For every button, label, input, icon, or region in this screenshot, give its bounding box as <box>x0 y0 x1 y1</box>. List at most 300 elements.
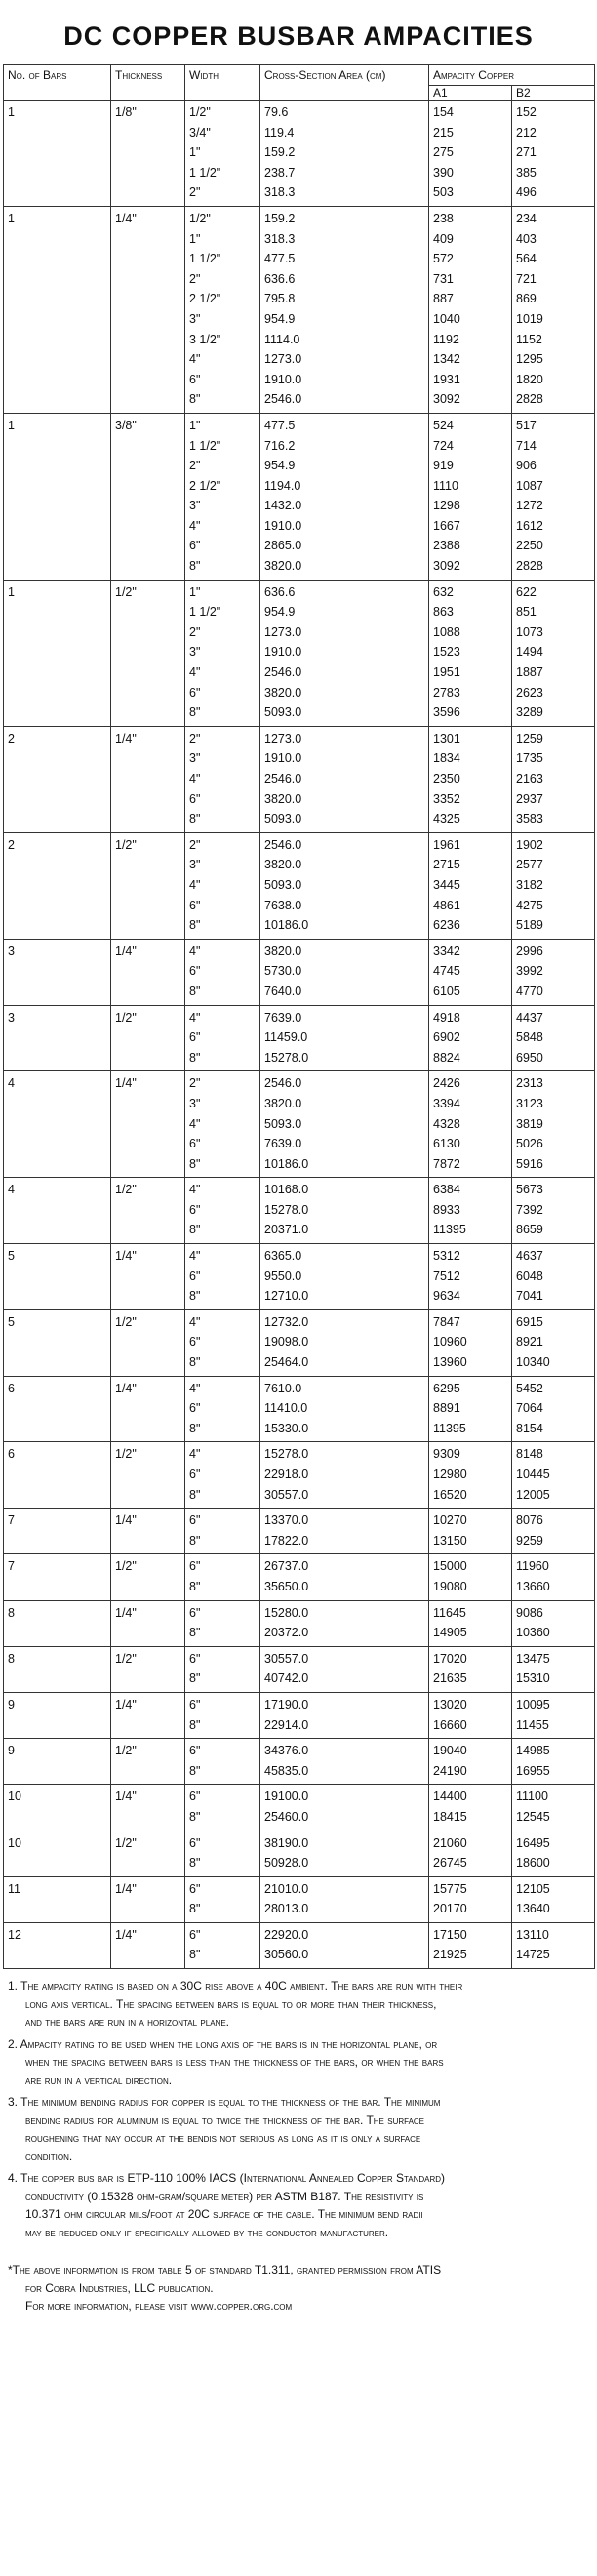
table-row <box>4 1600 595 1646</box>
cell-value: 21060 <box>433 1835 467 1850</box>
cell-value: 8" <box>189 1948 201 1962</box>
ampacity-table <box>3 64 595 1969</box>
cell-value: 11100 <box>516 1790 548 1804</box>
note-item <box>8 2035 587 2090</box>
a1-cell <box>429 939 512 1005</box>
cell-value: 7640.0 <box>264 984 302 998</box>
cell-value: 8" <box>189 1355 201 1370</box>
b2-cell <box>512 1831 595 1876</box>
note-line: are run in a vertical direction. <box>25 2073 173 2087</box>
cell-value: 24190 <box>433 1763 467 1778</box>
b2-cell <box>512 1692 595 1738</box>
cell-value: 8" <box>189 812 201 826</box>
cell-value: 6" <box>189 1335 201 1349</box>
cell-value: 2250 <box>516 539 543 553</box>
bars-cell <box>4 1509 111 1554</box>
cell-value: 1 <box>8 105 15 119</box>
cell-value: 2 <box>8 731 15 745</box>
cell-value: 4" <box>189 1314 201 1329</box>
cell-value: 1/2" <box>115 837 137 852</box>
cell-value: 3" <box>189 645 201 660</box>
width-cell <box>185 1876 260 1922</box>
a1-cell <box>429 1005 512 1071</box>
thickness-cell <box>111 832 185 939</box>
thickness-cell <box>111 1831 185 1876</box>
thickness-cell <box>111 1739 185 1785</box>
cell-value: 3289 <box>516 705 543 720</box>
bars-cell <box>4 1785 111 1831</box>
cell-value: 15775 <box>433 1881 467 1896</box>
cell-value: 234 <box>516 211 537 225</box>
area-cell <box>260 1922 429 1968</box>
area-cell <box>260 1442 429 1509</box>
cell-value: 19098.0 <box>264 1335 309 1349</box>
table-row <box>4 832 595 939</box>
bars-cell <box>4 832 111 939</box>
cell-value: 3" <box>189 499 201 513</box>
cell-value: 1/2" <box>115 1744 137 1758</box>
cell-value: 5848 <box>516 1030 543 1045</box>
cell-value: 1/2" <box>115 1559 137 1574</box>
cell-value: 4325 <box>433 812 460 826</box>
cell-value: 6105 <box>433 984 460 998</box>
cell-value: 390 <box>433 165 454 180</box>
area-cell <box>260 1005 429 1071</box>
cell-value: 11395 <box>433 1223 466 1237</box>
col-header-b2: B2 <box>512 86 595 101</box>
cell-value: 721 <box>516 271 537 286</box>
cell-value: 4861 <box>433 898 460 912</box>
table-row <box>4 1509 595 1554</box>
area-cell <box>260 1876 429 1922</box>
cell-value: 12 <box>8 1927 21 1942</box>
cell-value: 2" <box>189 1076 201 1091</box>
width-cell <box>185 1309 260 1376</box>
area-cell <box>260 1509 429 1554</box>
cell-value: 11455 <box>516 1717 549 1732</box>
width-cell <box>185 1831 260 1876</box>
cell-value: 3992 <box>516 964 543 979</box>
cell-value: 2" <box>189 459 201 473</box>
thickness-cell <box>111 101 185 207</box>
cell-value: 1040 <box>433 311 460 326</box>
width-cell <box>185 1071 260 1178</box>
cell-value: 7041 <box>516 1289 543 1304</box>
cell-value: 8154 <box>516 1421 543 1435</box>
cell-value: 5093.0 <box>264 877 302 892</box>
cell-value: 622 <box>516 584 537 599</box>
cell-value: 403 <box>516 231 537 246</box>
cell-value: 21925 <box>433 1948 467 1962</box>
cell-value: 28013.0 <box>264 1902 309 1916</box>
cell-value: 26737.0 <box>264 1559 309 1574</box>
cell-value: 271 <box>516 145 537 160</box>
cell-value: 2350 <box>433 772 460 785</box>
cell-value: 517 <box>516 418 537 432</box>
cell-value: 238 <box>433 211 454 225</box>
thickness-cell <box>111 1876 185 1922</box>
b2-cell <box>512 939 595 1005</box>
cell-value: 10168.0 <box>264 1183 309 1197</box>
bars-cell <box>4 1554 111 1600</box>
cell-value: 5312 <box>433 1249 460 1264</box>
cell-value: 716.2 <box>264 438 296 453</box>
b2-cell <box>512 1178 595 1244</box>
bars-cell <box>4 206 111 413</box>
cell-value: 1 1/2" <box>189 252 221 266</box>
col-header-thickness: Thickness <box>111 65 185 86</box>
cell-value: 3123 <box>516 1096 543 1110</box>
area-cell <box>260 1600 429 1646</box>
area-cell <box>260 206 429 413</box>
table-row <box>4 1785 595 1831</box>
cell-value: 8148 <box>516 1447 543 1462</box>
table-row <box>4 1831 595 1876</box>
cell-value: 34376.0 <box>264 1744 309 1758</box>
thickness-cell <box>111 1692 185 1738</box>
cell-value: 1523 <box>433 645 460 660</box>
table-row <box>4 1178 595 1244</box>
cell-value: 6" <box>189 1137 201 1151</box>
cell-value: 26745 <box>433 1856 467 1871</box>
cell-value: 3" <box>189 311 201 326</box>
cell-value: 3352 <box>433 791 460 806</box>
cell-value: 8" <box>189 1579 201 1593</box>
cell-value: 1/2" <box>115 1651 137 1666</box>
width-cell <box>185 1442 260 1509</box>
cell-value: 6" <box>189 1651 201 1666</box>
cell-value: 6384 <box>433 1183 460 1197</box>
b2-cell <box>512 580 595 726</box>
subheader-row <box>4 86 595 101</box>
cell-value: 6902 <box>433 1030 460 1045</box>
footer-section <box>0 2261 597 2315</box>
table-row <box>4 1309 595 1376</box>
cell-value: 7639.0 <box>264 1137 302 1151</box>
cell-value: 3820.0 <box>264 858 302 872</box>
width-cell <box>185 1646 260 1692</box>
a1-cell <box>429 1309 512 1376</box>
cell-value: 1273.0 <box>264 352 302 367</box>
footer-line: For more information, please visit www.copper.org.com <box>25 2299 293 2314</box>
thickness-cell <box>111 1244 185 1310</box>
area-cell <box>260 832 429 939</box>
a1-cell <box>429 1831 512 1876</box>
cell-value: 1/4" <box>115 1697 137 1711</box>
cell-value: 1/2" <box>115 1010 137 1025</box>
a1-cell <box>429 1244 512 1310</box>
footer-line: for Cobra Industries, LLC publication. <box>25 2280 214 2295</box>
cell-value: 7 <box>8 1559 15 1574</box>
cell-value: 8" <box>189 1809 201 1824</box>
table-row <box>4 726 595 832</box>
cell-value: 1" <box>189 418 201 432</box>
cell-value: 6" <box>189 1697 201 1711</box>
bars-cell <box>4 1309 111 1376</box>
area-cell <box>260 1244 429 1310</box>
area-cell <box>260 413 429 580</box>
cell-value: 1" <box>189 584 201 599</box>
cell-value: 10445 <box>516 1468 550 1481</box>
cell-value: 2313 <box>516 1076 543 1091</box>
cell-value: 6" <box>189 1513 201 1528</box>
cell-value: 6" <box>189 372 201 386</box>
cell-value: 8" <box>189 1626 201 1640</box>
cell-value: 4" <box>189 1447 201 1462</box>
cell-value: 8" <box>189 1856 201 1871</box>
cell-value: 4 <box>8 1183 15 1197</box>
cell-value: 1/4" <box>115 211 137 225</box>
cell-value: 6" <box>189 1744 201 1758</box>
bars-cell <box>4 1442 111 1509</box>
cell-value: 21010.0 <box>264 1881 309 1896</box>
cell-value: 159.2 <box>264 211 296 225</box>
cell-value: 4" <box>189 877 201 892</box>
cell-value: 3" <box>189 751 201 766</box>
cell-value: 795.8 <box>264 292 296 306</box>
cell-value: 7872 <box>433 1156 460 1171</box>
cell-value: 2937 <box>516 791 543 806</box>
cell-value: 714 <box>516 438 537 453</box>
b2-cell <box>512 1309 595 1376</box>
cell-value: 724 <box>433 438 454 453</box>
a1-cell <box>429 1922 512 1968</box>
bars-cell <box>4 939 111 1005</box>
table-row <box>4 206 595 413</box>
width-cell <box>185 1922 260 1968</box>
cell-value: 10340 <box>516 1355 550 1370</box>
cell-value: 2 <box>8 837 15 852</box>
cell-value: 17150 <box>433 1927 467 1942</box>
a1-cell <box>429 1785 512 1831</box>
area-cell <box>260 939 429 1005</box>
cell-value: 5093.0 <box>264 812 302 826</box>
area-cell <box>260 1554 429 1600</box>
cell-value: 2996 <box>516 944 543 958</box>
a1-cell <box>429 1178 512 1244</box>
cell-value: 79.6 <box>264 105 289 119</box>
cell-value: 3/4" <box>189 125 211 140</box>
cell-value: 159.2 <box>264 145 296 160</box>
bars-cell <box>4 580 111 726</box>
cell-value: 2388 <box>433 539 460 553</box>
cell-value: 17190.0 <box>264 1697 309 1711</box>
b2-cell <box>512 1739 595 1785</box>
cell-value: 1301 <box>433 731 460 745</box>
cell-value: 18415 <box>433 1809 467 1824</box>
cell-value: 238.7 <box>264 165 296 180</box>
cell-value: 1073 <box>516 624 543 639</box>
cell-value: 1/2" <box>189 211 211 225</box>
cell-value: 572 <box>433 252 454 266</box>
a1-cell <box>429 1739 512 1785</box>
cell-value: 35650.0 <box>264 1579 309 1593</box>
cell-value: 906 <box>516 459 537 473</box>
bars-cell <box>4 1739 111 1785</box>
a1-cell <box>429 1376 512 1442</box>
b2-cell <box>512 1005 595 1071</box>
cell-value: 11645 <box>433 1605 466 1620</box>
footer-line: *The above information is from table 5 of standard T1.311, granted permission from ATIS <box>8 2263 442 2277</box>
cell-value: 1667 <box>433 518 460 533</box>
cell-value: 5916 <box>516 1156 543 1171</box>
a1-cell <box>429 726 512 832</box>
cell-value: 5026 <box>516 1137 543 1151</box>
cell-value: 10960 <box>433 1335 467 1349</box>
cell-value: 1820 <box>516 372 543 386</box>
cell-value: 636.6 <box>264 584 296 599</box>
note-line: may be reduced only if specifically allowed by the conductor manufacturer. <box>25 2225 389 2239</box>
cell-value: 1735 <box>516 751 543 766</box>
cell-value: 4" <box>189 518 201 533</box>
cell-value: 3820.0 <box>264 944 302 958</box>
cell-value: 19040 <box>433 1744 467 1758</box>
cell-value: 4" <box>189 1381 201 1395</box>
cell-value: 1273.0 <box>264 731 302 745</box>
thickness-cell <box>111 939 185 1005</box>
table-row <box>4 939 595 1005</box>
thickness-cell <box>111 1442 185 1509</box>
b2-cell <box>512 1600 595 1646</box>
thickness-cell <box>111 1922 185 1968</box>
cell-value: 11 <box>8 1881 20 1896</box>
cell-value: 4770 <box>516 984 543 998</box>
cell-value: 8 <box>8 1605 15 1620</box>
cell-value: 8" <box>189 918 201 933</box>
note-line: condition. <box>25 2149 73 2163</box>
cell-value: 1902 <box>516 837 543 852</box>
cell-value: 20371.0 <box>264 1223 309 1237</box>
cell-value: 7638.0 <box>264 898 302 912</box>
b2-cell <box>512 1876 595 1922</box>
cell-value: 3" <box>189 858 201 872</box>
note-line: 10.371 ohm circular mils/foot at 20C surface of the cable. The minimum bend radii <box>25 2207 423 2222</box>
cell-value: 6" <box>189 1401 201 1416</box>
note-item <box>8 2093 587 2165</box>
cell-value: 12710.0 <box>264 1289 309 1304</box>
cell-value: 1/4" <box>115 944 137 958</box>
cell-value: 2" <box>189 185 201 200</box>
cell-value: 3 <box>8 944 15 958</box>
thickness-cell <box>111 1178 185 1244</box>
b2-cell <box>512 101 595 207</box>
cell-value: 7392 <box>516 1202 543 1217</box>
a1-cell <box>429 1600 512 1646</box>
cell-value: 22918.0 <box>264 1468 309 1481</box>
cell-value: 4" <box>189 1183 201 1197</box>
cell-value: 3092 <box>433 392 460 407</box>
cell-value: 4" <box>189 665 201 680</box>
cell-value: 1910.0 <box>264 518 302 533</box>
cell-value: 16495 <box>516 1835 550 1850</box>
a1-cell <box>429 413 512 580</box>
area-cell <box>260 1831 429 1876</box>
cell-value: 3394 <box>433 1096 460 1110</box>
cell-value: 17020 <box>433 1651 467 1666</box>
table-row <box>4 1922 595 1968</box>
cell-value: 863 <box>433 605 454 620</box>
cell-value: 4 <box>8 1076 15 1091</box>
cell-value: 3092 <box>433 559 460 574</box>
bars-cell <box>4 1692 111 1738</box>
thickness-cell <box>111 726 185 832</box>
cell-value: 6" <box>189 1835 201 1850</box>
cell-value: 1961 <box>433 837 460 852</box>
cell-value: 4918 <box>433 1010 460 1025</box>
cell-value: 3342 <box>433 944 460 958</box>
cell-value: 5093.0 <box>264 705 302 720</box>
cell-value: 22914.0 <box>264 1717 309 1732</box>
cell-value: 869 <box>516 292 537 306</box>
cell-value: 8" <box>189 1223 201 1237</box>
header-row <box>4 65 595 86</box>
cell-value: 2546.0 <box>264 772 302 785</box>
cell-value: 7 <box>8 1513 15 1528</box>
cell-value: 2 1/2" <box>189 292 221 306</box>
cell-value: 2623 <box>516 685 543 700</box>
col-header-width: Width <box>185 65 260 86</box>
cell-value: 3819 <box>516 1116 543 1131</box>
notes-section <box>0 1969 597 2241</box>
cell-value: 8" <box>189 1671 201 1686</box>
width-cell <box>185 580 260 726</box>
cell-value: 2546.0 <box>264 1076 302 1091</box>
area-cell <box>260 580 429 726</box>
table-row <box>4 413 595 580</box>
note-item <box>8 1977 587 2032</box>
cell-value: 10270 <box>433 1513 467 1528</box>
cell-value: 9086 <box>516 1605 543 1620</box>
cell-value: 1931 <box>433 372 460 386</box>
b2-cell <box>512 1554 595 1600</box>
a1-cell <box>429 1071 512 1178</box>
cell-value: 14905 <box>433 1626 467 1640</box>
cell-value: 3" <box>189 1096 201 1110</box>
col-header-bars: No. of Bars <box>4 65 111 86</box>
cell-value: 1951 <box>433 665 460 680</box>
cell-value: 4" <box>189 1010 201 1025</box>
cell-value: 8933 <box>433 1202 460 1217</box>
width-cell <box>185 101 260 207</box>
table-row <box>4 1442 595 1509</box>
cell-value: 731 <box>433 271 454 286</box>
cell-value: 7639.0 <box>264 1010 302 1025</box>
cell-value: 1/2" <box>115 1835 137 1850</box>
cell-value: 1087 <box>516 478 543 493</box>
cell-value: 477.5 <box>264 252 296 266</box>
cell-value: 11960 <box>516 1559 549 1574</box>
cell-value: 6" <box>189 1559 201 1574</box>
area-cell <box>260 1071 429 1178</box>
cell-value: 2546.0 <box>264 837 302 852</box>
width-cell <box>185 726 260 832</box>
cell-value: 1/2" <box>115 584 137 599</box>
cell-value: 4" <box>189 1116 201 1131</box>
col-header-area: Cross-Section Area (cm) <box>260 65 429 86</box>
cell-value: 6" <box>189 1605 201 1620</box>
width-cell <box>185 1739 260 1785</box>
cell-value: 2" <box>189 624 201 639</box>
cell-value: 8" <box>189 1050 201 1065</box>
cell-value: 8 <box>8 1651 15 1666</box>
thickness-cell <box>111 1005 185 1071</box>
bars-cell <box>4 1071 111 1178</box>
cell-value: 1/4" <box>115 1381 137 1395</box>
cell-value: 318.3 <box>264 231 296 246</box>
cell-value: 10095 <box>516 1697 550 1711</box>
cell-value: 14985 <box>516 1744 550 1758</box>
note-line: bending radius for aluminum is equal to twice the thickness of the bar. The surface <box>25 2113 425 2127</box>
